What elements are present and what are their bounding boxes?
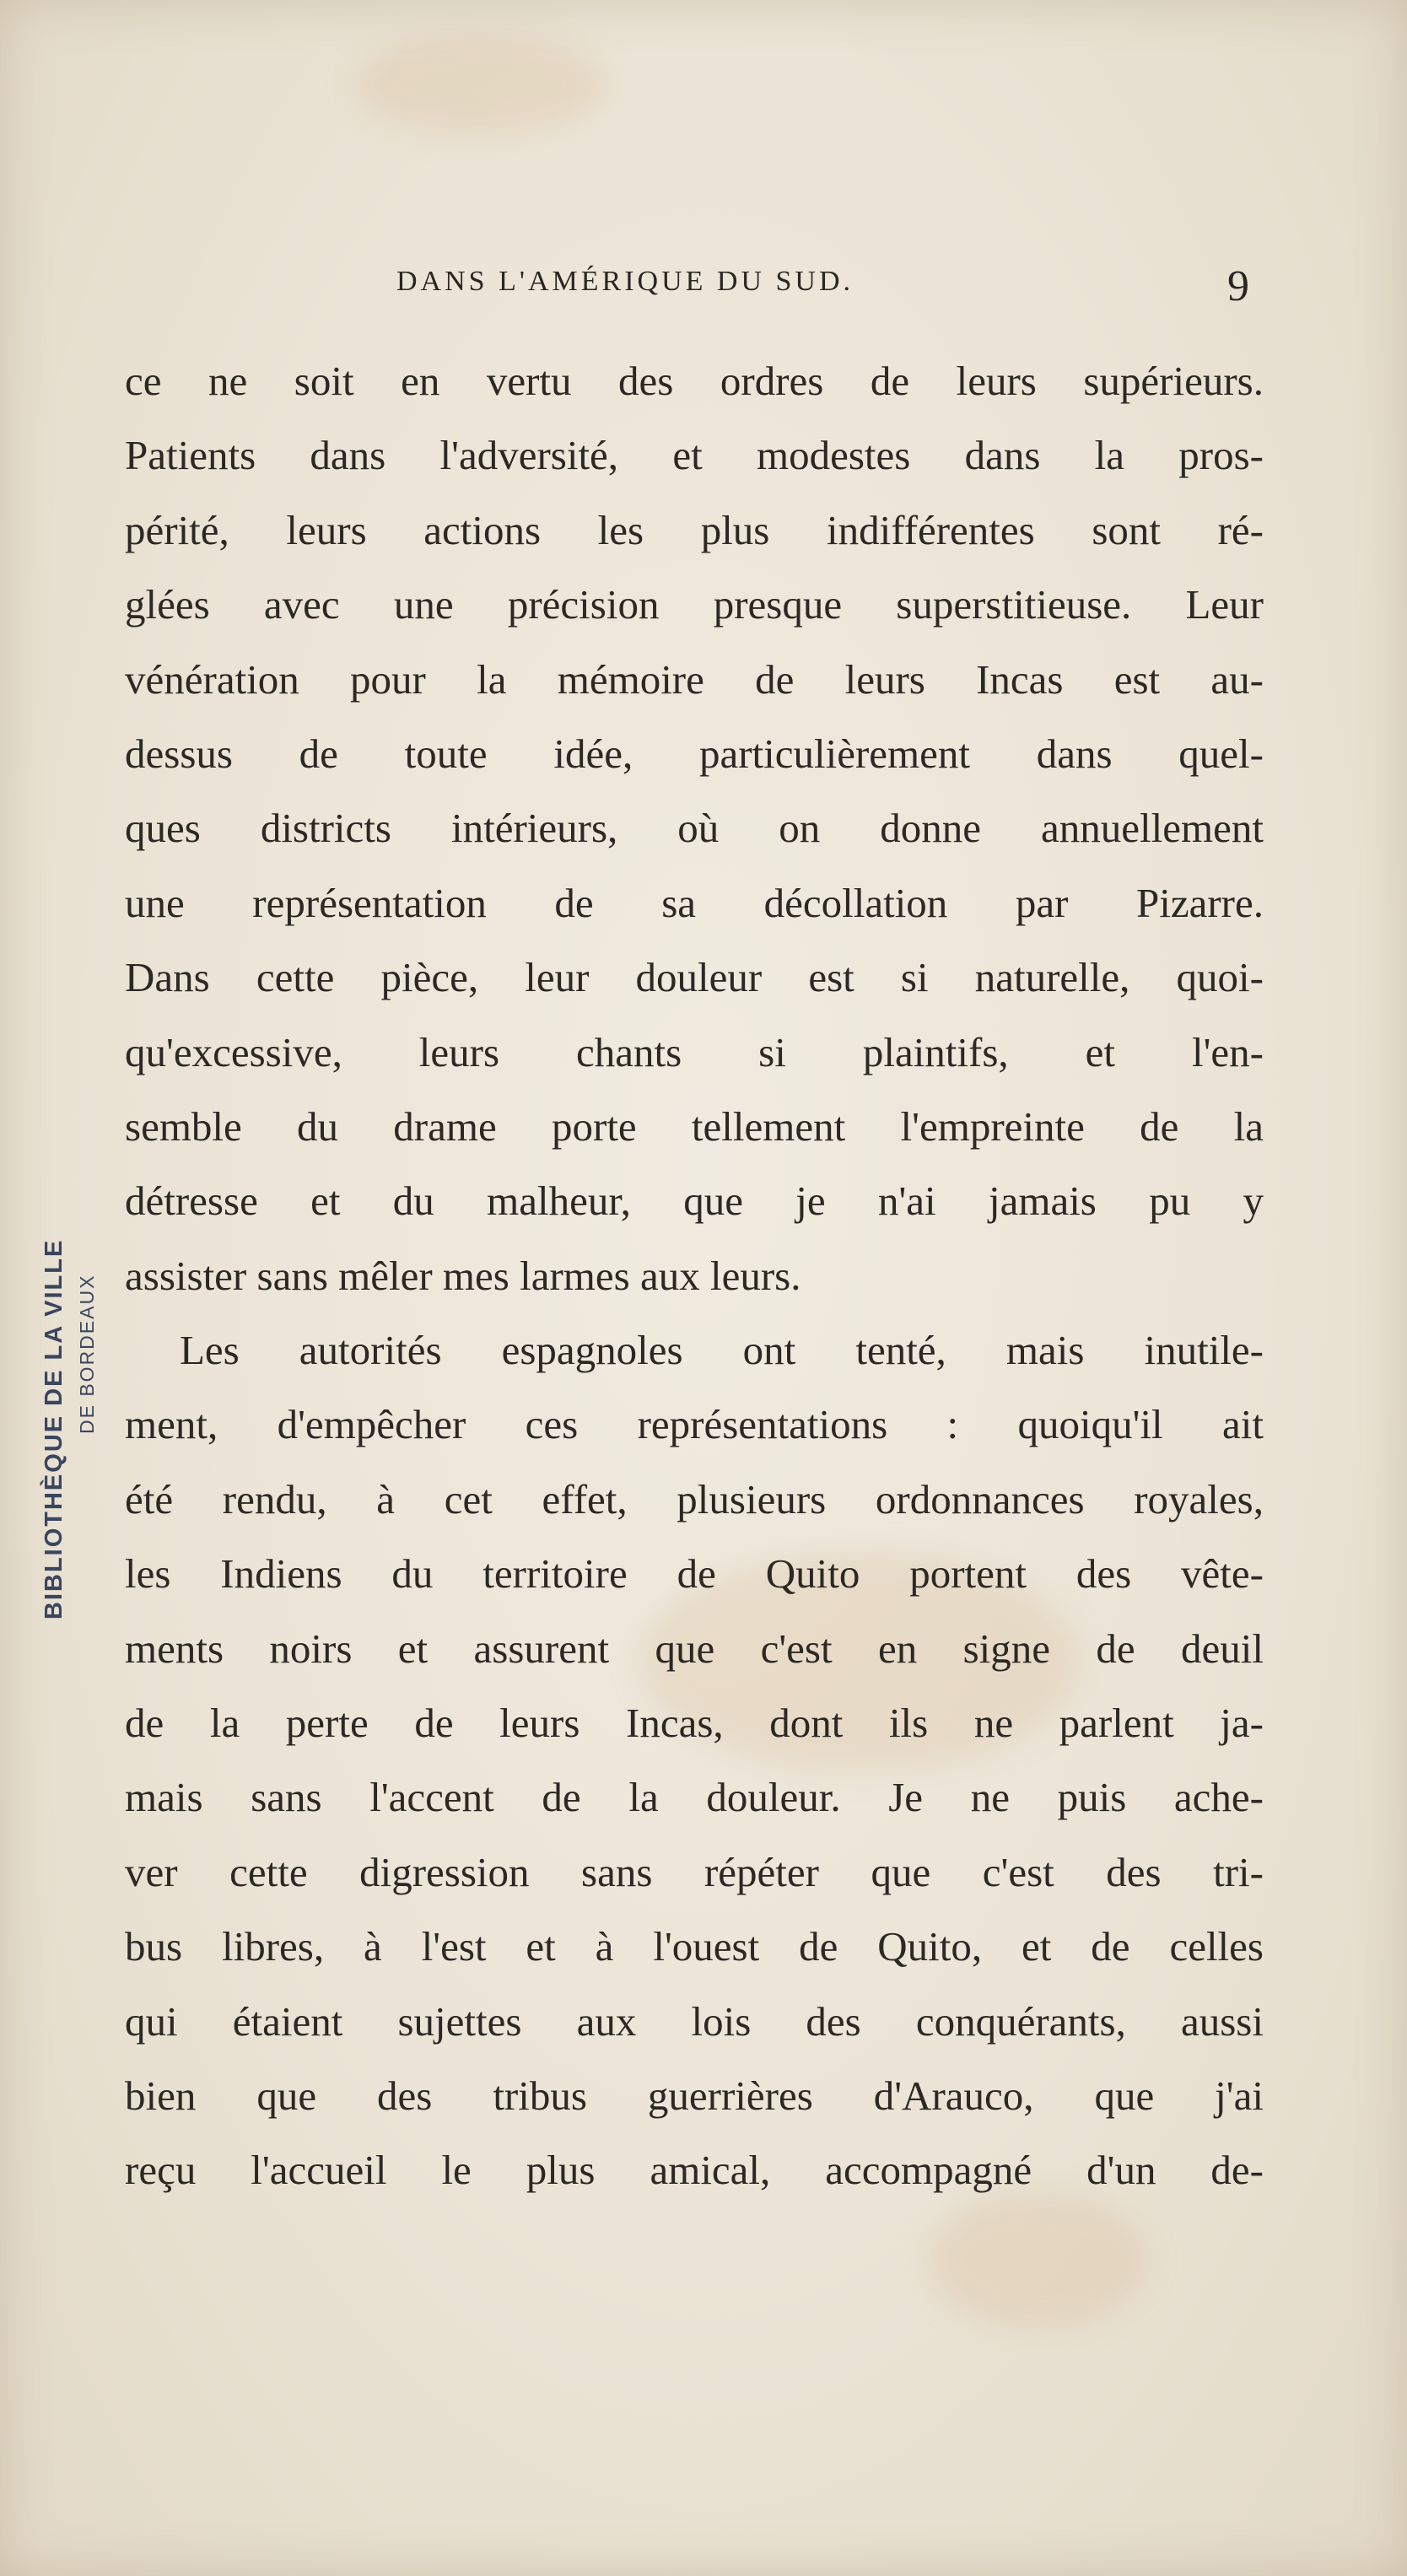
text-line: Patients dans l'adversité, et modestes dans la pros- [125,432,1264,479]
text-line: qu'excessive, leurs chants si plaintifs, et l'en- [125,1028,1264,1075]
text-line: ment, d'empêcher ces représentations : quoiqu'il ait [125,1401,1264,1448]
text-line: détresse et du malheur, que je n'ai jamais pu y [125,1178,1264,1225]
text-line: bus libres, à l'est et à l'ouest de Quito, et de celles [125,1923,1264,1970]
paper-stain [354,34,607,135]
text-line: Dans cette pièce, leur douleur est si naturelle, quoi- [125,954,1264,1001]
text-line: mais sans l'accent de la douleur. Je ne puis ache- [125,1774,1264,1821]
library-stamp [15,1029,100,1619]
text-line: qui étaient sujettes aux lois des conquérants, aussi [125,1997,1264,2045]
page-number: 9 [1227,262,1249,310]
body-text [125,344,1264,2208]
paragraph-start-line: Les autorités espagnoles ont tenté, mais inutile- [180,1327,1264,1374]
text-line: ce ne soit en vertu des ordres de leurs supérieurs. [125,358,1264,404]
running-head: DANS L'AMÉRIQUE DU SUD. [396,266,854,297]
text-line: ques districts intérieurs, où on donne annuellement [125,805,1264,852]
paper-stain [928,2193,1147,2328]
text-line: glées avec une précision presque superstitieuse. Leur [125,581,1264,628]
text-line: vénération pour la mémoire de leurs Incas est au- [125,655,1264,703]
paragraph-end-line: assister sans mêler mes larmes aux leurs. [125,1252,801,1299]
text-line: de la perte de leurs Incas, dont ils ne parlent ja- [125,1700,1264,1747]
text-line: une représentation de sa décollation par Pizarre. [125,879,1264,926]
text-line: été rendu, à cet effet, plusieurs ordonnances royales, [125,1475,1264,1522]
text-line: périté, leurs actions les plus indifférentes sont ré- [125,506,1264,553]
text-line: reçu l'accueil le plus amical, accompagné d'un de- [125,2147,1264,2194]
text-line: ver cette digression sans répéter que c'est des tri- [125,1848,1264,1895]
text-line: semble du drame porte tellement l'empreinte de la [125,1102,1264,1150]
stamp-line-1: BIBLIOTHÈQUE DE LA VILLE [40,1238,67,1619]
stamp-line-2: DE BORDEAUX [76,1274,98,1434]
text-line: ments noirs et assurent que c'est en signe de deuil [125,1625,1264,1672]
text-line: les Indiens du territoire de Quito portent des vête- [125,1550,1264,1598]
text-line: bien que des tribus guerrières d'Arauco, que j'ai [125,2072,1264,2119]
text-line: dessus de toute idée, particulièrement dans quel- [125,730,1264,777]
